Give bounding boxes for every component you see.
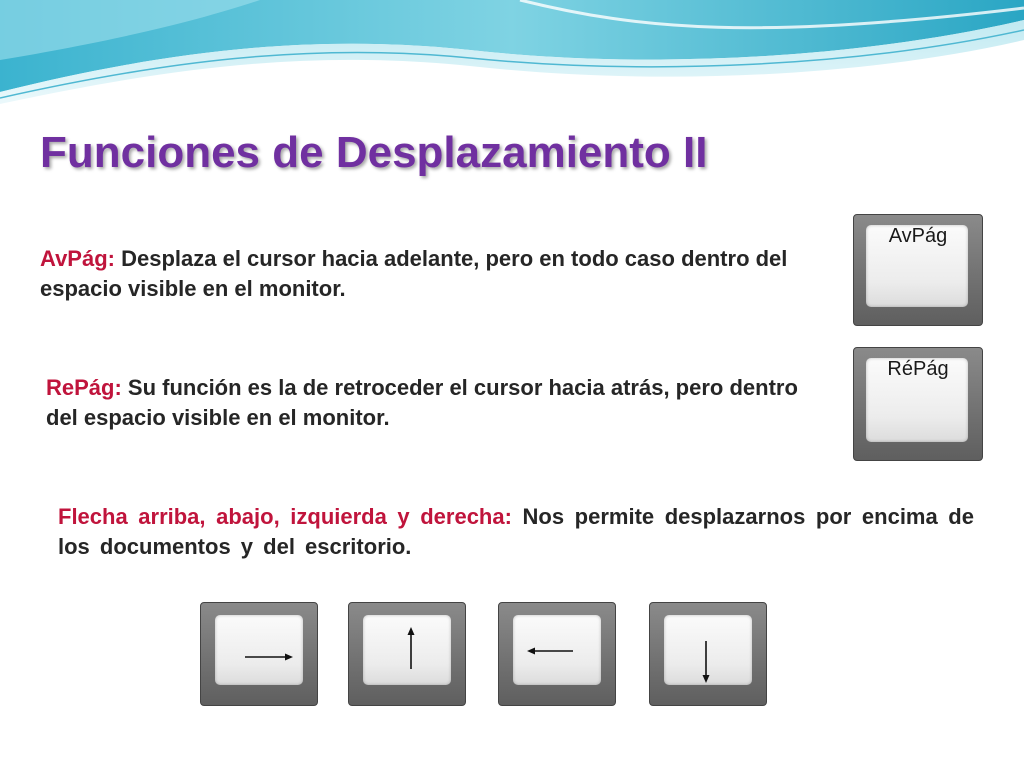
- arrow-keys-term: Flecha arriba, abajo, izquierda y derecha:: [58, 504, 512, 529]
- arrow-keys-description: [58, 502, 974, 562]
- arrow-left-key-image: [498, 602, 616, 706]
- arrow-down-key-image: [649, 602, 767, 706]
- page-up-term: RePág:: [46, 375, 122, 400]
- arrow-up-icon: [349, 603, 467, 707]
- arrow-left-icon: [499, 603, 617, 707]
- page-up-key-image: [853, 347, 983, 461]
- header-wave-decoration: [0, 0, 1024, 110]
- page-down-key-label: AvPág: [888, 225, 948, 247]
- slide-title: Funciones de Desplazamiento II: [40, 128, 708, 177]
- page-up-description: [46, 373, 806, 433]
- arrow-right-icon: [201, 603, 319, 707]
- arrow-keys-text: Nos permite desplazarnos por encima de los documentos y del escritorio.: [58, 504, 974, 559]
- page-up-key-label: RéPág: [887, 358, 949, 380]
- page-down-term: AvPág:: [40, 246, 115, 271]
- page-down-description: [40, 244, 800, 304]
- page-down-text: Desplaza el cursor hacia adelante, pero en todo caso dentro del espacio visible en el monitor.: [40, 246, 788, 301]
- page-up-text: Su función es la de retroceder el cursor hacia atrás, pero dentro del espacio visible en el monitor.: [46, 375, 798, 430]
- page-down-key-image: [853, 214, 983, 326]
- arrow-down-icon: [650, 603, 768, 707]
- arrow-up-key-image: [348, 602, 466, 706]
- arrow-right-key-image: [200, 602, 318, 706]
